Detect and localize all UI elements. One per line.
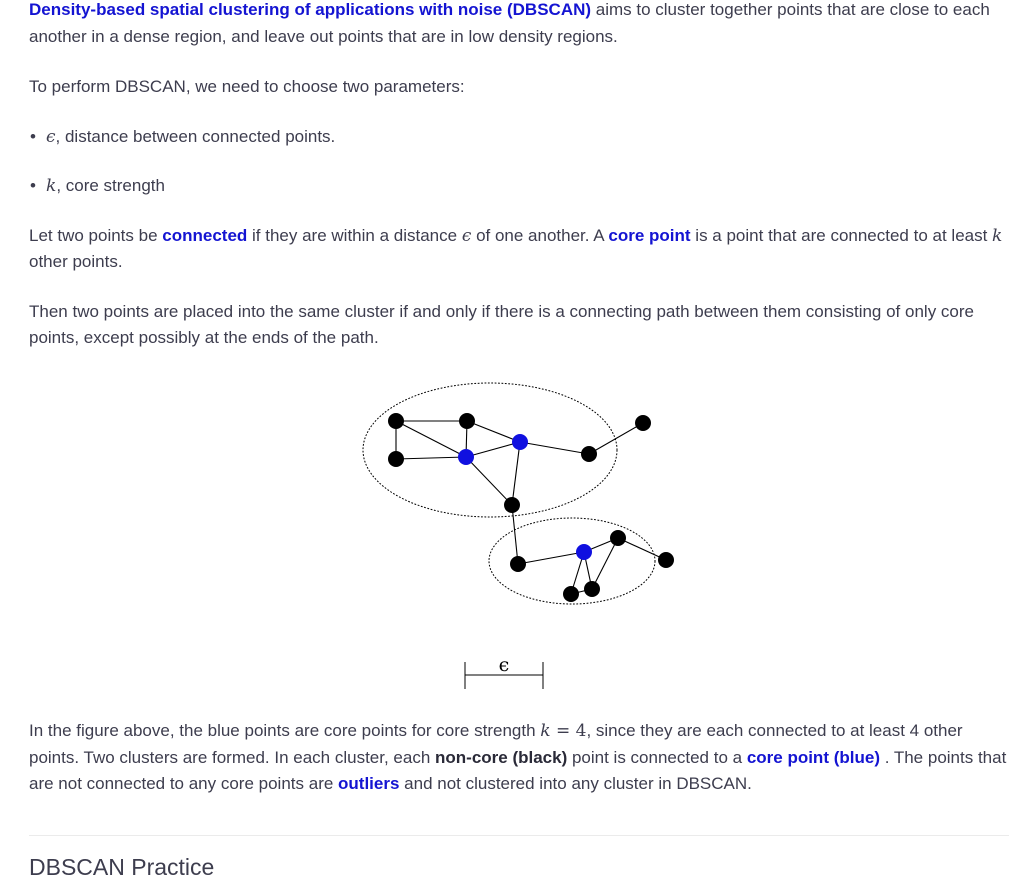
parameter-item-k	[29, 173, 1009, 200]
noncore-point	[504, 497, 520, 513]
connected-term: connected	[162, 225, 248, 245]
connection-edges	[396, 421, 666, 594]
dbscan-term: Density-based spatial clustering of applications with noise (DBSCAN)	[29, 0, 592, 19]
explanation-text: , since they are each connected to at least 4 other points. Two clusters are formed. In each cluster, each	[29, 721, 963, 767]
explanation-text: . The points that are not connected to any core points are	[29, 747, 1007, 793]
outlier-point	[635, 415, 651, 431]
explanation-text: In the figure above, the blue points are core points for core strength	[29, 721, 541, 740]
k-symbol: k	[540, 721, 551, 741]
edge	[466, 457, 512, 505]
data-points	[388, 413, 674, 602]
article-content	[29, 0, 1009, 880]
epsilon-symbol: ϵ	[461, 225, 472, 246]
noncore-term: non-core (black)	[435, 747, 568, 767]
section-title: DBSCAN Practice	[29, 854, 215, 880]
edge	[589, 423, 643, 454]
cluster-rule-paragraph: Then two points are placed into the same cluster if and only if there is a connecting path between them consisting of only core points, except possibly at the ends of the path.	[29, 301, 974, 347]
edge	[518, 552, 584, 564]
noncore-point	[388, 451, 404, 467]
core-point	[576, 544, 592, 560]
core-point-term: core point	[608, 225, 691, 245]
intro-paragraph	[29, 0, 1009, 50]
edge	[512, 505, 518, 564]
k-symbol: k	[992, 225, 1003, 246]
epsilon-scale-label: ϵ	[498, 654, 510, 676]
edge	[512, 442, 520, 505]
definition-paragraph	[29, 223, 1009, 276]
definition-text: of one another. A	[471, 225, 609, 245]
outliers-term: outliers	[338, 774, 400, 793]
definition-text: other points.	[29, 252, 123, 271]
bullet-icon: •	[30, 176, 36, 195]
explanation-text: point is connected to a	[567, 747, 747, 767]
intro-text: aims to cluster together points that are close to each another in a dense region, and leave out points that are in low density regions.	[29, 0, 990, 46]
explanation-paragraph	[29, 718, 1009, 798]
edge	[466, 442, 520, 457]
parameter-item-epsilon	[29, 124, 1009, 151]
noncore-point	[510, 556, 526, 572]
noncore-point	[563, 586, 579, 602]
noncore-point	[584, 581, 600, 597]
core-point	[458, 449, 474, 465]
noncore-point	[388, 413, 404, 429]
cluster-diagram	[29, 373, 1009, 703]
edge	[396, 421, 466, 457]
definition-text: if they are within a distance	[247, 225, 462, 245]
explanation-text: and not clustered into any cluster in DBSCAN.	[399, 774, 752, 793]
dbscan-figure	[29, 373, 1009, 703]
core-point	[512, 434, 528, 450]
edge	[396, 457, 466, 459]
definition-text: Let two points be	[29, 225, 163, 245]
k-symbol: k	[46, 176, 57, 196]
edge	[467, 421, 520, 442]
epsilon-symbol: ϵ	[46, 126, 56, 147]
bullet-icon: •	[30, 126, 36, 146]
edge	[520, 442, 589, 454]
parameter-list	[29, 124, 1009, 200]
equals-four: = 4	[550, 721, 587, 741]
noncore-point	[610, 530, 626, 546]
params-intro: To perform DBSCAN, we need to choose two parameters:	[29, 77, 465, 96]
definition-text: is a point that are connected to at least	[690, 225, 993, 245]
edge	[592, 538, 618, 589]
outlier-point	[658, 552, 674, 568]
core-point-blue-term: core point (blue)	[746, 747, 880, 767]
noncore-point	[581, 446, 597, 462]
cluster-boundaries	[363, 383, 655, 604]
section-divider	[29, 835, 1009, 836]
parameter-text: , core strength	[56, 176, 165, 195]
parameter-text: , distance between connected points.	[55, 126, 336, 146]
noncore-point	[459, 413, 475, 429]
